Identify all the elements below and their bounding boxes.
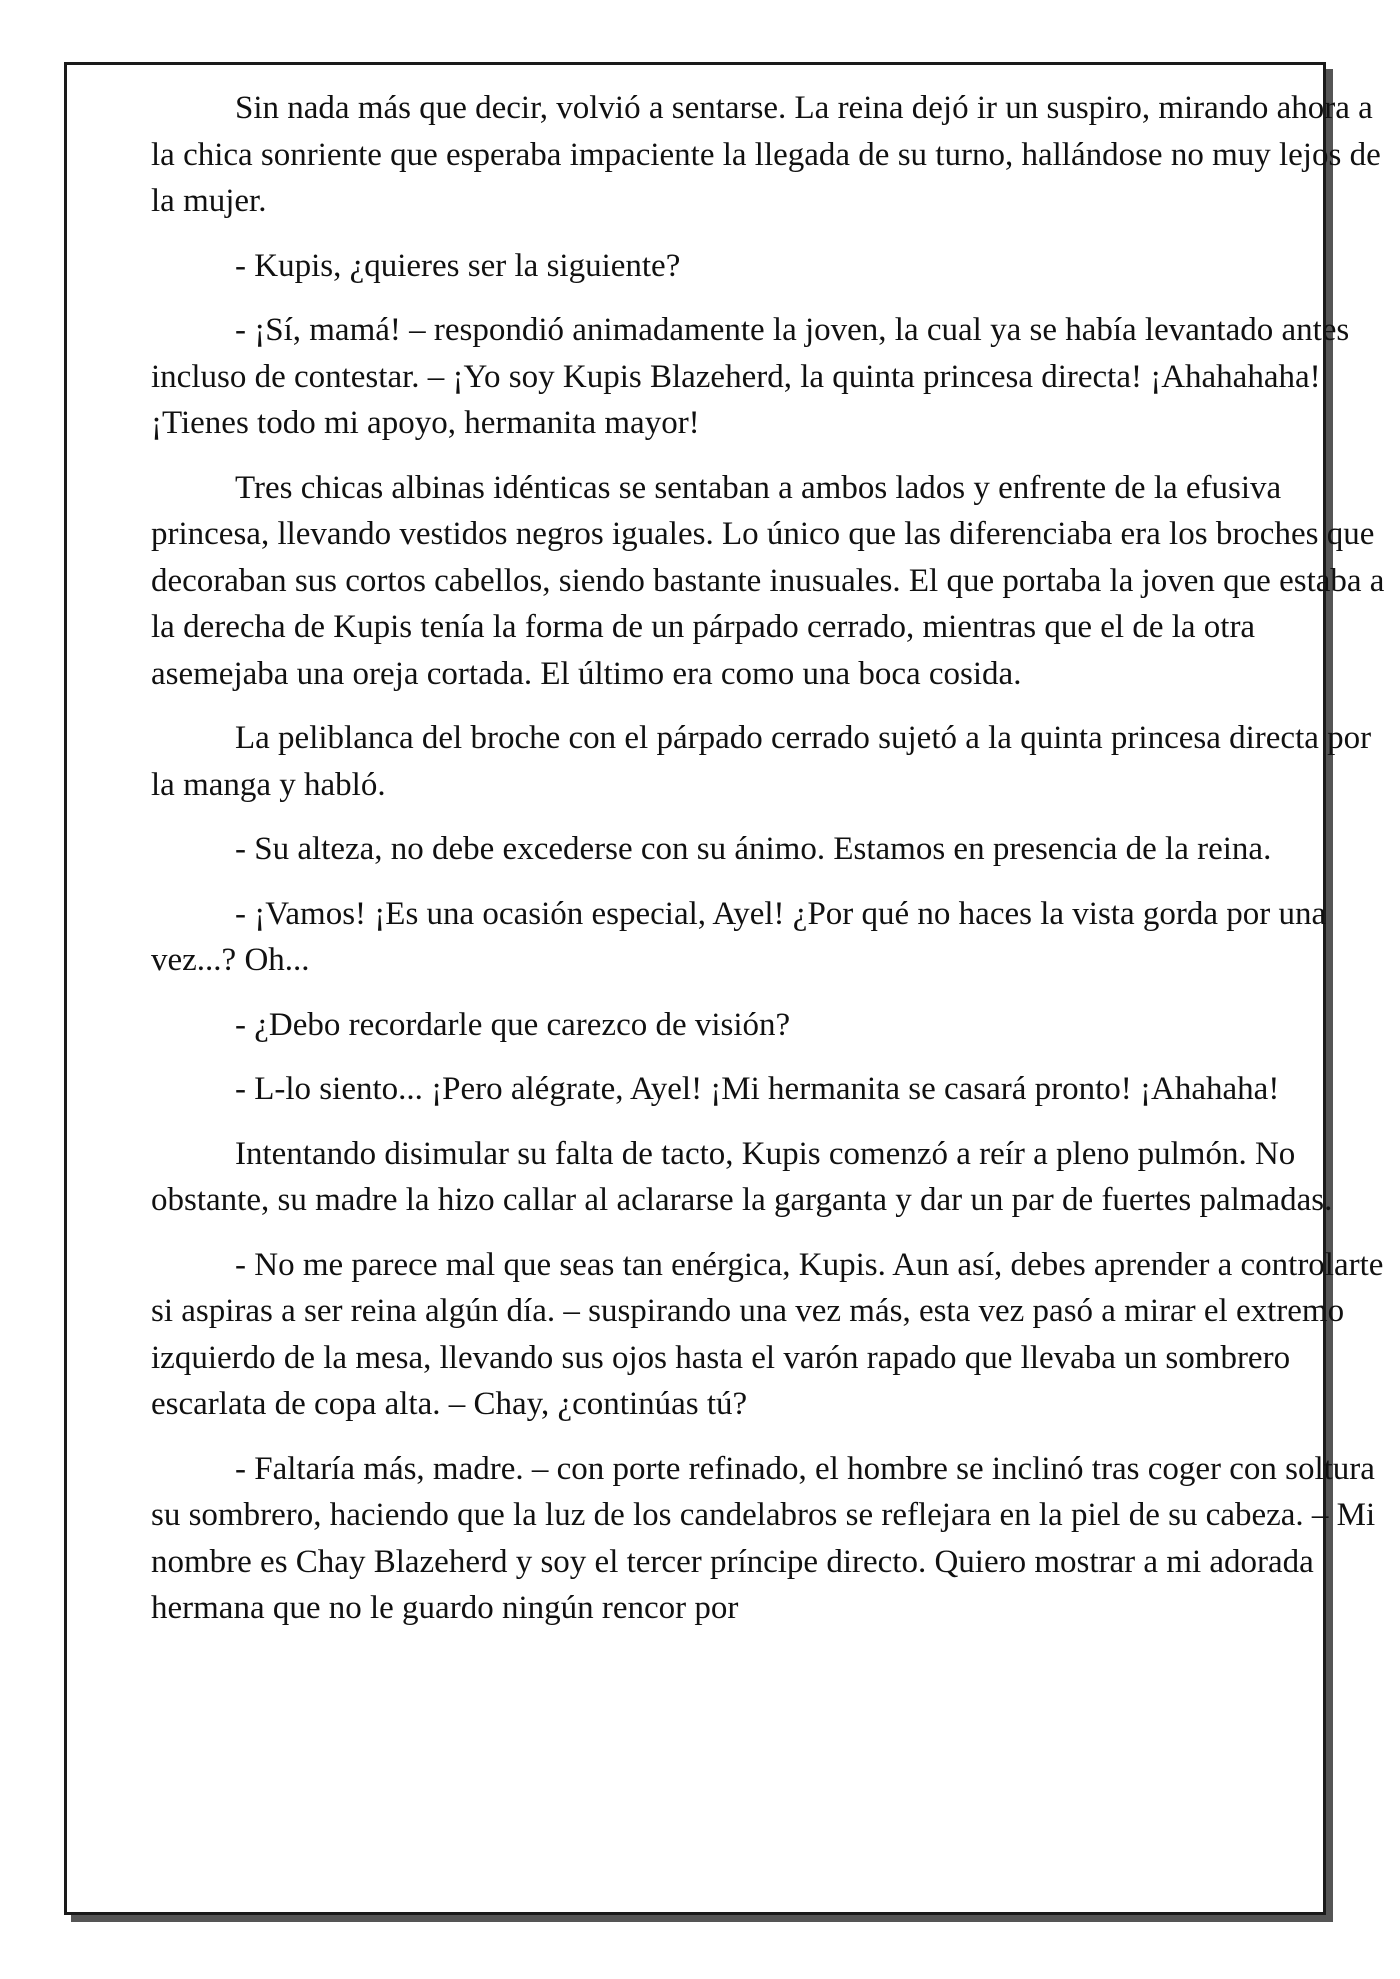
paragraph: - ¡Vamos! ¡Es una ocasión especial, Ayel! ¿Por qué no haces la vista gorda por una vez...? Oh...: [151, 895, 1327, 978]
paragraph: Intentando disimular su falta de tacto, Kupis comenzó a reír a pleno pulmón. No obstante, su madre la hizo callar al aclararse la garganta y dar un par de fuertes palmadas.: [151, 1135, 1333, 1218]
paragraph: - Su alteza, no debe excederse con su ánimo. Estamos en presencia de la reina.: [235, 831, 1272, 867]
paragraph: Tres chicas albinas idénticas se sentaban a ambos lados y enfrente de la efusiva princesa, llevando vestidos negros iguales. Lo único que las diferenciaba era los broches que decoraban sus cortos cabellos, siendo bastante inusuales. El que portaba la joven que estaba a la derecha de Kupis tenía la forma de un párpado cerrado, mientras que el de la otra asemejaba una oreja cortada. El último era como una boca cosida.: [151, 469, 1385, 692]
paragraph: - Faltaría más, madre. – con porte refinado, el hombre se inclinó tras coger con soltura su sombrero, haciendo que la luz de los candelabros se reflejara en la piel de su cabeza. – Mi nombre es Chay Blazeherd y soy el tercer príncipe directo. Quiero mostrar a mi adorada hermana que no le guardo ningún rencor por: [151, 1450, 1376, 1626]
paragraph: - ¡Sí, mamá! – respondió animadamente la joven, la cual ya se había levantado antes incluso de contestar. – ¡Yo soy Kupis Blazeherd, la quinta princesa directa! ¡Ahahahaha! ¡Tienes todo mi apoyo, hermanita mayor!: [151, 312, 1350, 441]
paragraph: La peliblanca del broche con el párpado cerrado sujetó a la quinta princesa directa por la manga y habló.: [151, 720, 1372, 803]
paragraph: - ¿Debo recordarle que carezco de visión?: [235, 1006, 791, 1043]
page-frame: [64, 62, 1385, 1915]
paragraph: - No me parece mal que seas tan enérgica, Kupis. Aun así, debes aprender a controlarte si aspiras a ser reina algún día. – suspirando una vez más, esta vez pasó a mirar el extremo izquierdo de la mesa, llevando sus ojos hasta el varón rapado que llevaba un sombrero escarlata de copa alta. – Chay, ¿continúas tú?: [151, 1246, 1384, 1422]
paragraph: - L-lo siento... ¡Pero alégrate, Ayel! ¡Mi hermanita se casará pronto! ¡Ahahaha!: [235, 1071, 1280, 1107]
paragraph: Sin nada más que decir, volvió a sentarse. La reina dejó ir un suspiro, mirando ahora a la chica sonriente que esperaba impaciente la llegada de su turno, hallándose no muy lejos de la mujer.: [151, 90, 1381, 219]
paragraph: - Kupis, ¿quieres ser la siguiente?: [235, 247, 681, 284]
story-text: [151, 85, 1387, 1650]
